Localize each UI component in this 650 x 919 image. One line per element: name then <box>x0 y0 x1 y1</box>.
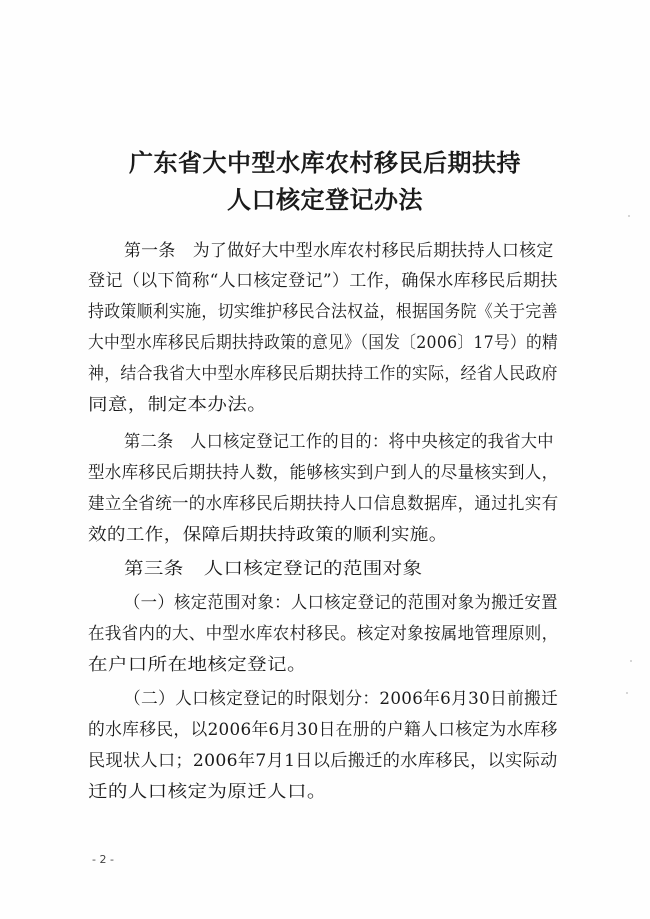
article-2-line-2: 型水库移民后期扶持人数，能够核实到户到人的尽量核实到人， <box>88 463 559 483</box>
article-2-line-1: 第二条 人口核定登记工作的目的：将中央核定的我省大中 <box>124 432 554 452</box>
article-3-item-1-line-2: 在我省内的大、中型水库农村移民。核定对象按属地管理原则， <box>88 624 559 644</box>
scan-speck <box>626 692 628 694</box>
article-1-line-1: 第一条 为了做好大中型水库农村移民后期扶持人口核定 <box>124 241 554 261</box>
article-2-line-4: 效的工作，保障后期扶持政策的顺利实施。 <box>88 525 448 545</box>
article-3-heading: 第三条 人口核定登记的范围对象 <box>124 559 423 579</box>
article-3-item-2-line-4: 迁的人口核定为原迁人口。 <box>88 782 327 802</box>
article-3-item-2-line-3: 民现状人口；2006年7月1日以后搬迁的水库移民，以实际动 <box>88 751 558 771</box>
article-1-line-3: 持政策顺利实施，切实维护移民合法权益，根据国务院《关于完善 <box>88 302 558 322</box>
article-1-line-5: 神，结合我省大中型水库移民后期扶持工作的实际，经省人民政府 <box>88 364 558 384</box>
article-1-line-2: 登记（以下简称“人口核定登记”）工作，确保水库移民后期扶 <box>88 271 558 291</box>
article-3-item-2-line-1: （二）人口核定登记的时限划分：2006年6月30日前搬迁 <box>124 689 559 709</box>
article-1-line-4: 大中型水库移民后期扶持政策的意见》（国发〔2006〕17号）的精 <box>88 333 558 353</box>
scan-speck <box>628 215 630 217</box>
page-number: - 2 - <box>92 853 114 866</box>
document-title-line-1: 广东省大中型水库农村移民后期扶持 <box>129 148 521 177</box>
article-1-line-6: 同意，制定本办法。 <box>88 395 268 415</box>
article-3-item-1-line-1: （一）核定范围对象：人口核定登记的范围对象为搬迁安置 <box>124 593 558 613</box>
scan-speck <box>630 660 632 662</box>
document-title-line-2: 人口核定登记办法 <box>227 185 423 214</box>
article-3-item-2-line-2: 的水库移民，以2006年6月30日在册的户籍人口核定为水库移 <box>88 720 558 740</box>
article-3-item-1-line-3: 在户口所在地核定登记。 <box>88 655 307 675</box>
article-2-line-3: 建立全省统一的水库移民后期扶持人口信息数据库，通过扎实有 <box>88 494 559 514</box>
